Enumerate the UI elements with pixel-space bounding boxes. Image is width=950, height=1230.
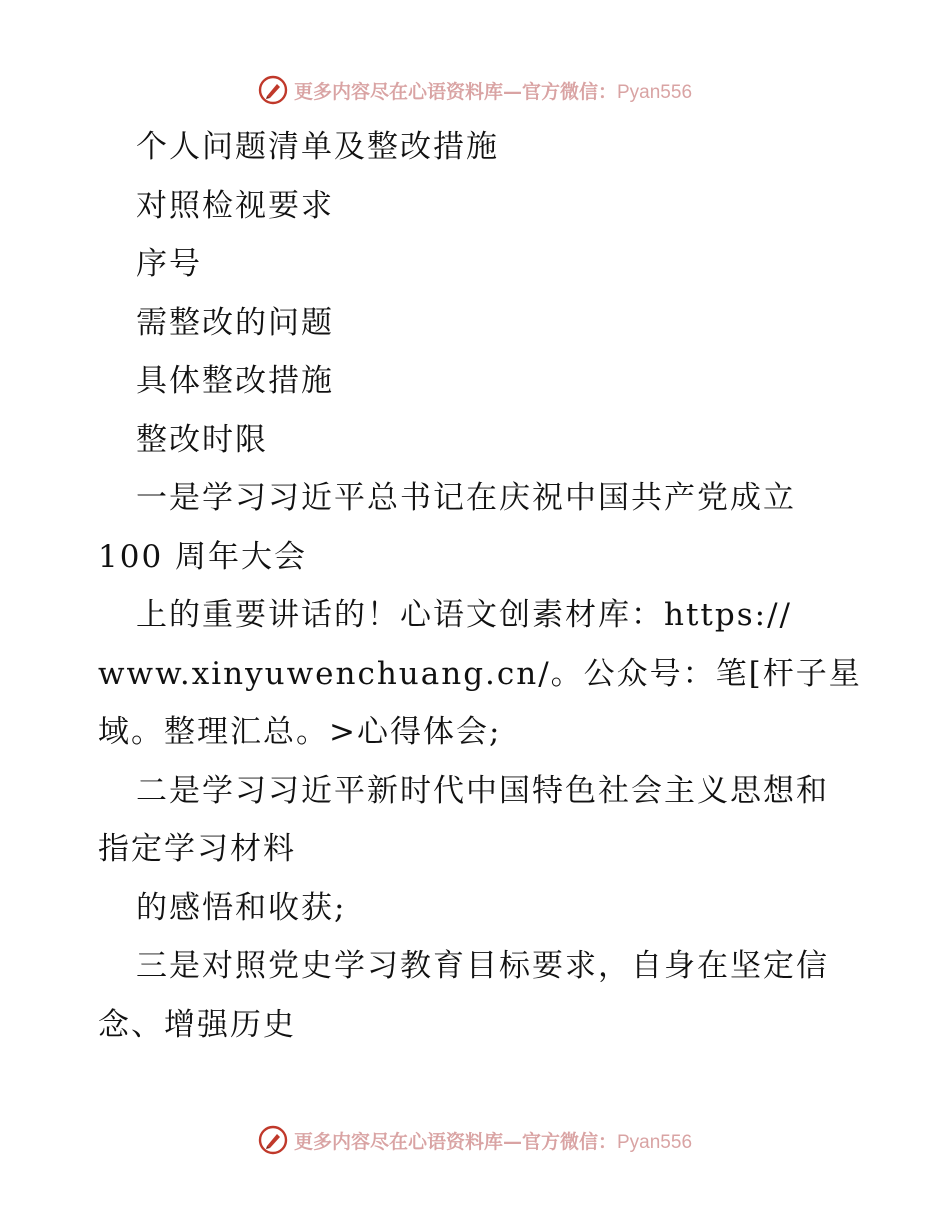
doc-line: www.xinyuwenchuang.cn/。公众号：笔[杆子星 bbox=[98, 655, 862, 692]
doc-line: 100 周年大会 bbox=[98, 538, 308, 575]
doc-line: 对照检视要求 bbox=[136, 187, 334, 224]
doc-line: 三是对照党史学习教育目标要求，自身在坚定信 bbox=[136, 948, 829, 984]
doc-line: 整改时限 bbox=[136, 421, 268, 458]
document-body bbox=[98, 118, 862, 1054]
doc-line: 个人问题清单及整改措施 bbox=[136, 129, 499, 165]
pen-logo-icon bbox=[258, 75, 288, 105]
doc-line: 指定学习材料 bbox=[98, 831, 296, 867]
banner-text: 更多内容尽在心语资料库—官方微信：Pyan556 bbox=[293, 80, 693, 103]
doc-line: 一是学习习近平总书记在庆祝中国共产党成立 bbox=[136, 480, 796, 516]
footer-watermark-banner bbox=[0, 1120, 950, 1160]
pen-logo-icon bbox=[258, 1125, 288, 1155]
banner-text: 更多内容尽在心语资料库—官方微信：Pyan556 bbox=[293, 1130, 693, 1153]
doc-line: 念、增强历史 bbox=[98, 1006, 296, 1043]
wechat-id: Pyan556 bbox=[617, 81, 693, 103]
doc-line: 二是学习习近平新时代中国特色社会主义思想和 bbox=[136, 772, 829, 809]
doc-line: 序号 bbox=[136, 246, 202, 282]
doc-line: 上的重要讲话的！心语文创素材库：https:// bbox=[136, 597, 792, 633]
header-watermark-banner bbox=[0, 70, 950, 110]
doc-line: 的感悟和收获; bbox=[136, 889, 347, 926]
wechat-id: Pyan556 bbox=[617, 1131, 693, 1153]
doc-line: 域。整理汇总。>心得体会; bbox=[98, 714, 502, 750]
doc-line: 具体整改措施 bbox=[136, 363, 334, 399]
doc-line: 需整改的问题 bbox=[136, 304, 334, 341]
